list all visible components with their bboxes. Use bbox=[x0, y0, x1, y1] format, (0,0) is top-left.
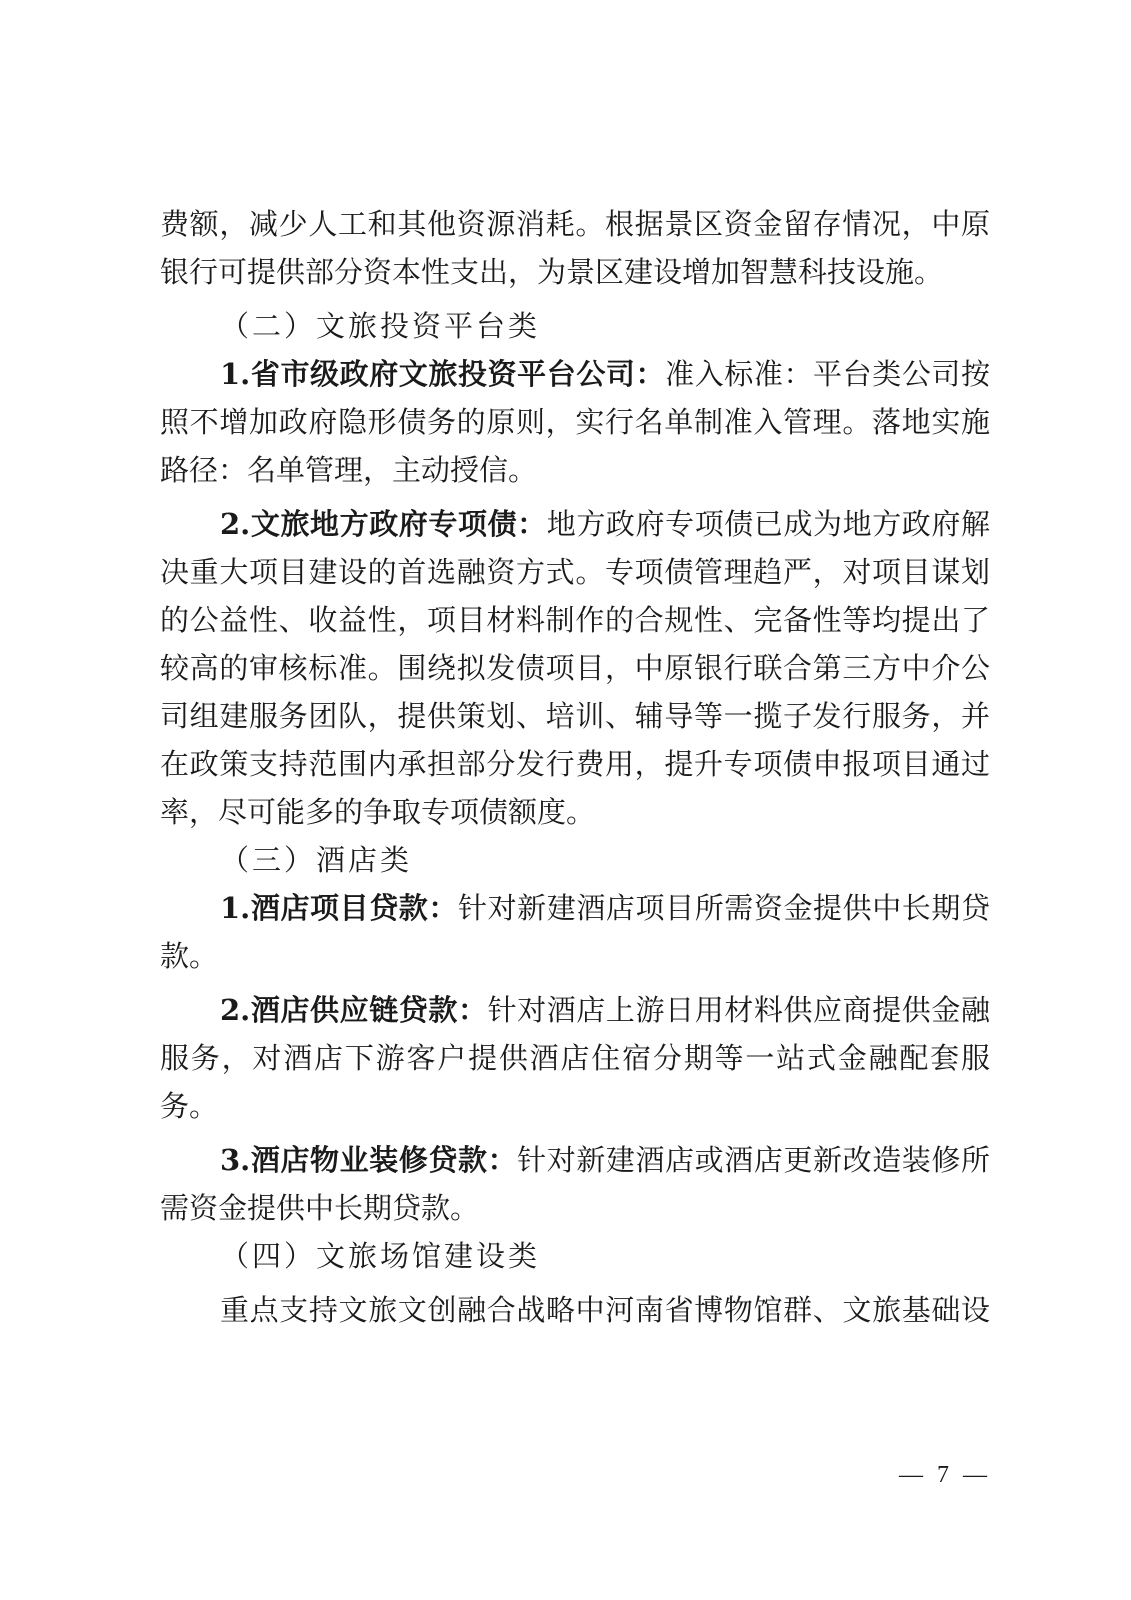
item-text: 针对新建酒店项目所需资金提供中长期贷 bbox=[457, 891, 990, 925]
paragraph-first-line bbox=[160, 500, 990, 548]
paragraph-line: 率，尽可能多的争取专项债额度。 bbox=[160, 795, 596, 829]
section-heading-2: （二）文旅投资平台类 bbox=[220, 309, 541, 343]
paragraph-line: 服务，对酒店下游客户提供酒店住宿分期等一站式金融配套服 bbox=[160, 1041, 990, 1075]
item-title: 2.酒店供应链贷款： bbox=[220, 993, 488, 1027]
item-title: 1.酒店项目贷款： bbox=[220, 891, 458, 925]
document-body bbox=[160, 200, 990, 1334]
paragraph-first-line bbox=[160, 986, 990, 1034]
paragraph-line: 路径：名单管理，主动授信。 bbox=[160, 453, 538, 487]
paragraph-line: 照不增加政府隐形债务的原则，实行名单制准入管理。落地实施 bbox=[160, 405, 990, 439]
item-text: 地方政府专项债已成为地方政府解 bbox=[546, 507, 990, 541]
paragraph-first-line bbox=[160, 350, 990, 398]
paragraph-line: 需资金提供中长期贷款。 bbox=[160, 1191, 480, 1225]
item-text: 针对酒店上游日用材料供应商提供金融 bbox=[487, 993, 990, 1027]
paragraph-line: 款。 bbox=[160, 939, 219, 973]
section-heading-3: （三）酒店类 bbox=[220, 843, 413, 877]
paragraph-first-line bbox=[160, 884, 990, 932]
paragraph-line: 务。 bbox=[160, 1089, 219, 1123]
item-text: 针对新建酒店或酒店更新改造装修所 bbox=[517, 1143, 990, 1177]
paragraph-first-line: 重点支持文旅文创融合战略中河南省博物馆群、文旅基础设 bbox=[220, 1293, 990, 1327]
paragraph-line: 在政策支持范围内承担部分发行费用，提升专项债申报项目通过 bbox=[160, 747, 990, 781]
item-title: 2.文旅地方政府专项债： bbox=[220, 507, 547, 541]
paragraph-line: 较高的审核标准。围绕拟发债项目，中原银行联合第三方中介公 bbox=[160, 651, 990, 685]
paragraph-line: 司组建服务团队，提供策划、培训、辅导等一揽子发行服务，并 bbox=[160, 699, 990, 733]
paragraph-line: 决重大项目建设的首选融资方式。专项债管理趋严，对项目谋划 bbox=[160, 555, 990, 589]
paragraph-line: 的公益性、收益性，项目材料制作的合规性、完备性等均提出了 bbox=[160, 603, 990, 637]
item-title: 3.酒店物业装修贷款： bbox=[220, 1143, 518, 1177]
paragraph-first-line bbox=[160, 1136, 990, 1184]
section-heading-4: （四）文旅场馆建设类 bbox=[220, 1239, 541, 1273]
paragraph-line: 费额，减少人工和其他资源消耗。根据景区资金留存情况，中原 bbox=[160, 207, 990, 241]
page-number: — 7 — bbox=[899, 1462, 991, 1488]
item-text: 准入标准：平台类公司按 bbox=[665, 357, 990, 391]
item-title: 1.省市级政府文旅投资平台公司： bbox=[220, 357, 666, 391]
paragraph-line: 银行可提供部分资本性支出，为景区建设增加智慧科技设施。 bbox=[160, 255, 944, 289]
